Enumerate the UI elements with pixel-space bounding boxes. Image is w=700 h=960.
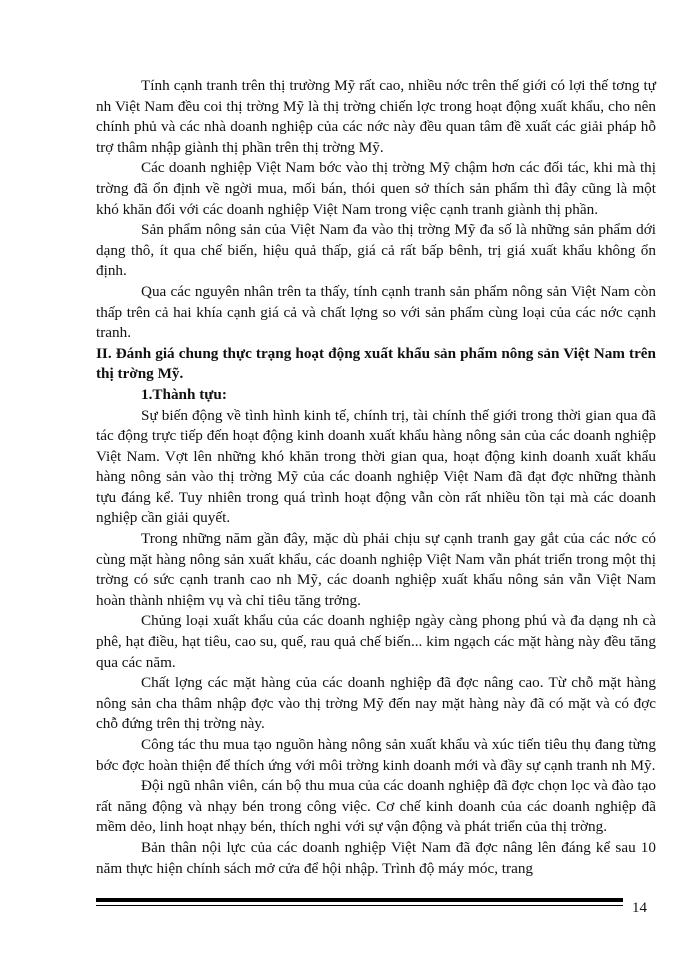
paragraph: Trong những năm gần đây, mặc dù phải chịu sự cạnh tranh gay gắt của các nớc có cùng mặt hàng nông sản xuất khẩu, các doanh nghiệp Việt Nam vẫn phát triển trong một thị trờng có sức cạnh tranh cao nh Mỹ, các doanh nghiệp xuất khẩu nông sản vẫn Việt Nam hoàn thành nhiệm vụ và chỉ tiêu tăng trởng. bbox=[96, 530, 656, 609]
paragraph: Bản thân nội lực của các doanh nghiệp Việt Nam đã đợc nâng lên đáng kể sau 10 năm thực hiện chính sách mở cửa để hội nhập. Trình độ máy móc, trang bbox=[96, 838, 656, 877]
paragraph: Đội ngũ nhân viên, cán bộ thu mua của các doanh nghiệp đã đợc chọn lọc và đào tạo rất năng động và nhạy bén trong công việc. Cơ chế kinh doanh của các doanh nghiệp đã mềm dẻo, linh hoạt nhạy bén, thích nghi với sự vận động và phát triển của thị trờng. bbox=[96, 777, 656, 836]
page-body bbox=[96, 76, 656, 879]
paragraph: Các doanh nghiệp Việt Nam bớc vào thị trờng Mỹ chậm hơn các đối tác, khi mà thị trờng đã ổn định về ngời mua, mối bán, thói quen sở thích sản phẩm thì đây cũng là một khó khăn đối với các doanh nghiệp Việt Nam trong việc cạnh tranh giành thị phần. bbox=[96, 159, 656, 218]
paragraph: Công tác thu mua tạo nguồn hàng nông sản xuất khẩu và xúc tiến tiêu thụ đang từng bớc đợc hoàn thiện để thích ứng với môi trờng kinh doanh mới và đầy sự cạnh tranh nh Mỹ. bbox=[96, 736, 656, 774]
paragraph: Sự biến động về tình hình kinh tế, chính trị, tài chính thế giới trong thời gian qua đã tác động trực tiếp đến hoạt động kinh doanh xuất khẩu hàng nông sản của các doanh nghiệp Việt Nam. Vợt lên những khó khăn trong thời gian qua, hoạt động kinh doanh xuất khẩu hàng nông sản vào thị trờng Mỹ của các doanh nghiệp Việt Nam đã đạt đợc những thành tựu đáng kể. Tuy nhiên trong quá trình hoạt động vẫn còn rất nhiều tồn tại mà các doanh nghiệp cần giải quyết. bbox=[96, 406, 656, 527]
paragraph: Sản phẩm nông sản của Việt Nam đa vào thị trờng Mỹ đa số là những sản phẩm dới dạng thô, ít qua chế biến, hiệu quả thấp, giá cả rất bấp bênh, trị giá xuất khẩu không ổn định. bbox=[96, 221, 656, 280]
paragraph: Tính cạnh tranh trên thị trường Mỹ rất cao, nhiều nớc trên thế giới có lợi thế tơng tự nh Việt Nam đều coi thị trờng Mỹ là thị trờng chiến lợc trong hoạt động xuất khẩu, cho nên chính phủ và các nhà doanh nghiệp của các nớc này đều quan tâm đề xuất các giải pháp hỗ trợ thâm nhập giành thị phần trên thị trờng Mỹ. bbox=[96, 77, 656, 156]
footer-rule bbox=[96, 898, 623, 902]
paragraph: Chất lợng các mặt hàng của các doanh nghiệp đã đợc nâng cao. Từ chỗ mặt hàng nông sản cha thâm nhập đợc vào thị trờng Mỹ đến nay mặt hàng này đã có mặt và có đợc chỗ đứng trên thị trờng này. bbox=[96, 674, 656, 733]
section-heading: II. Đánh giá chung thực trạng hoạt động xuất khẩu sản phẩm nông sản Việt Nam trên thị trờng Mỹ. bbox=[96, 344, 656, 383]
paragraph: Chủng loại xuất khẩu của các doanh nghiệp ngày càng phong phú và đa dạng nh cà phê, hạt điều, hạt tiêu, cao su, quế, rau quả chế biến... kim ngạch các mặt hàng này đều tăng qua các năm. bbox=[96, 612, 656, 671]
paragraph: Qua các nguyên nhân trên ta thấy, tính cạnh tranh sản phẩm nông sản Việt Nam còn thấp trên cả hai khía cạnh giá cả và chất lợng so với sản phẩm cùng loại của các nớc cạnh tranh. bbox=[96, 282, 656, 342]
page-number: 14 bbox=[632, 900, 647, 916]
sub-heading: 1.Thành tựu: bbox=[141, 385, 227, 403]
